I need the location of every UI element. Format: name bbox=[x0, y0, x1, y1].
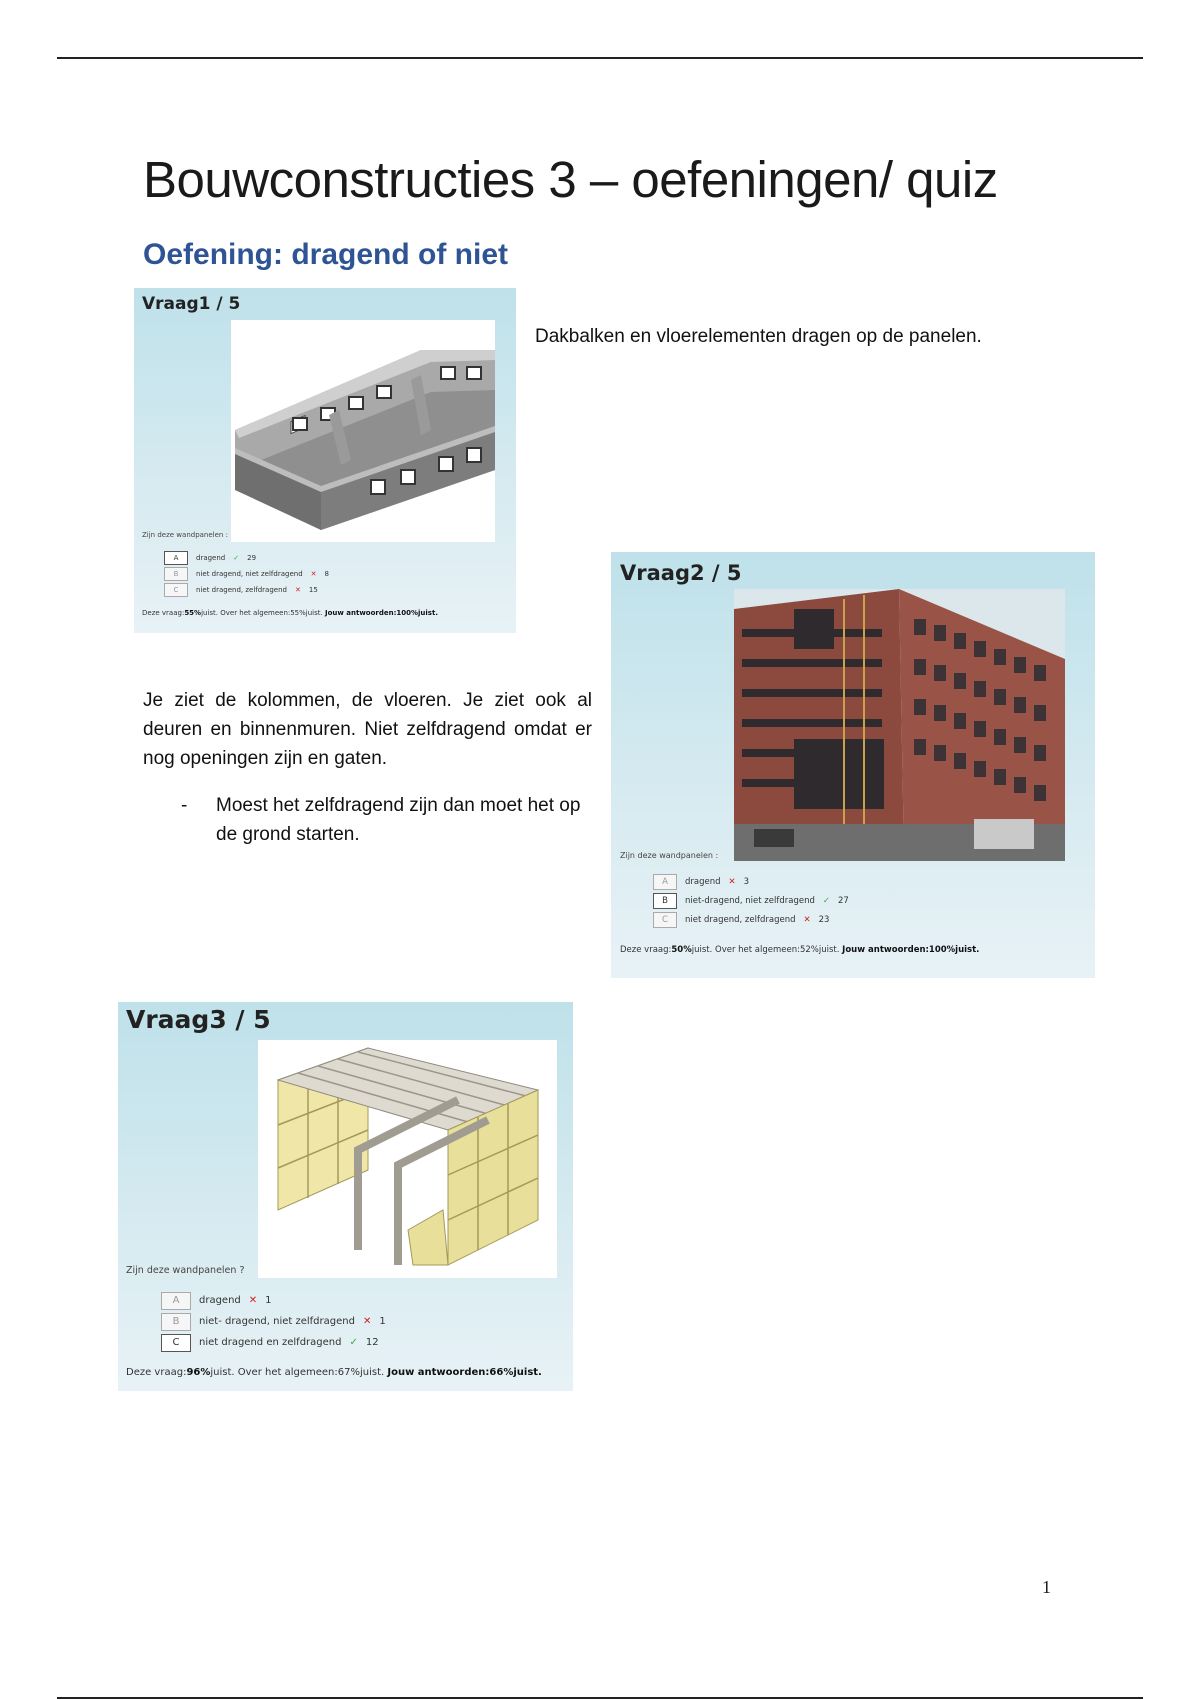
q1-image bbox=[231, 320, 495, 542]
q3-image bbox=[258, 1040, 557, 1278]
cross-icon: ✕ bbox=[803, 914, 811, 925]
option-label: niet dragend en zelfdragend bbox=[199, 1337, 342, 1348]
score-general: juist. Over het algemeen:52%juist. bbox=[691, 945, 840, 955]
option-count: 15 bbox=[308, 586, 318, 594]
q1-explanation: Dakbalken en vloerelementen dragen op de panelen. bbox=[535, 326, 982, 347]
score-percent: 96% bbox=[186, 1367, 211, 1378]
q1-title: Vraag1 / 5 bbox=[142, 294, 241, 314]
check-icon: ✓ bbox=[822, 895, 830, 906]
option-count: 1 bbox=[265, 1295, 272, 1306]
q3-options bbox=[143, 1290, 386, 1353]
score-general: juist. Over het algemeen:55%juist. bbox=[201, 609, 323, 617]
option-label: niet dragend, zelfdragend bbox=[685, 914, 796, 925]
score-prefix: Deze vraag: bbox=[142, 609, 185, 617]
q1-option-b[interactable] bbox=[164, 566, 329, 582]
option-label: dragend bbox=[199, 1295, 241, 1306]
option-letter-box[interactable]: A bbox=[161, 1292, 191, 1310]
score-own: Jouw antwoorden:66%juist. bbox=[387, 1367, 542, 1378]
option-label: niet dragend, zelfdragend bbox=[196, 586, 287, 594]
cross-icon: ✕ bbox=[728, 876, 736, 887]
option-letter-box[interactable]: B bbox=[164, 567, 188, 581]
shed-frame-illustration bbox=[258, 1040, 557, 1278]
q3-option-c[interactable] bbox=[161, 1332, 386, 1353]
q3-option-a[interactable] bbox=[161, 1290, 386, 1311]
q2-score bbox=[620, 945, 979, 955]
option-letter-box[interactable]: A bbox=[653, 874, 677, 890]
q2-option-a[interactable] bbox=[653, 872, 849, 891]
quiz-card-q1 bbox=[134, 288, 516, 633]
q2-explanation: Je ziet de kolommen, de vloeren. Je ziet ook al deuren en binnenmuren. Niet zelfdragend omdat er nog openingen zijn en gaten. bbox=[143, 690, 592, 769]
q3-score bbox=[126, 1367, 542, 1378]
option-label: niet- dragend, niet zelfdragend bbox=[199, 1316, 355, 1327]
q1-options bbox=[146, 550, 329, 598]
option-label: dragend bbox=[196, 554, 226, 562]
building-photo-illustration bbox=[734, 589, 1065, 861]
bullet-dash: - bbox=[181, 795, 188, 816]
option-label: dragend bbox=[685, 876, 721, 887]
q1-option-a[interactable] bbox=[164, 550, 329, 566]
option-letter-box[interactable]: B bbox=[161, 1313, 191, 1331]
page-title: Bouwconstructies 3 – oefeningen/ quiz bbox=[143, 151, 998, 208]
option-letter-box[interactable]: C bbox=[161, 1334, 191, 1352]
q2-title: Vraag2 / 5 bbox=[620, 561, 742, 585]
score-prefix: Deze vraag: bbox=[126, 1367, 187, 1378]
q1-option-c[interactable] bbox=[164, 582, 329, 598]
bottom-rule bbox=[57, 1697, 1143, 1699]
q1-score bbox=[142, 609, 438, 617]
option-count: 27 bbox=[837, 895, 849, 906]
q2-option-c[interactable] bbox=[653, 910, 849, 929]
q3-prompt: Zijn deze wandpanelen ? bbox=[126, 1265, 245, 1276]
q2-photo bbox=[734, 589, 1065, 861]
option-count: 23 bbox=[818, 914, 830, 925]
score-own: Jouw antwoorden:100%juist. bbox=[324, 609, 438, 617]
score-percent: 50% bbox=[671, 945, 692, 955]
option-label: niet dragend, niet zelfdragend bbox=[196, 570, 303, 578]
q2-prompt: Zijn deze wandpanelen : bbox=[620, 851, 719, 860]
option-letter-box[interactable]: C bbox=[653, 912, 677, 928]
check-icon: ✓ bbox=[233, 554, 240, 562]
option-count: 8 bbox=[324, 570, 329, 578]
option-count: 1 bbox=[379, 1316, 386, 1327]
q1-prompt: Zijn deze wandpanelen : bbox=[142, 531, 228, 539]
quiz-card-q2 bbox=[611, 552, 1095, 978]
page-number: 1 bbox=[1042, 1577, 1051, 1597]
q2-bullet: Moest het zelfdragend zijn dan moet het op de grond starten. bbox=[216, 795, 581, 845]
top-rule bbox=[57, 57, 1143, 59]
option-count: 29 bbox=[247, 554, 257, 562]
check-icon: ✓ bbox=[349, 1337, 358, 1348]
option-count: 12 bbox=[365, 1337, 379, 1348]
cross-icon: ✕ bbox=[310, 570, 317, 578]
score-own: Jouw antwoorden:100%juist. bbox=[842, 945, 980, 955]
option-label: niet-dragend, niet zelfdragend bbox=[685, 895, 815, 906]
section-subtitle: Oefening: dragend of niet bbox=[143, 238, 508, 271]
score-percent: 55% bbox=[184, 609, 202, 617]
quiz-card-q3 bbox=[118, 1002, 573, 1391]
building-slab-illustration bbox=[231, 320, 495, 542]
q3-title: Vraag3 / 5 bbox=[126, 1005, 271, 1034]
q2-option-b[interactable] bbox=[653, 891, 849, 910]
q2-options bbox=[635, 872, 849, 929]
option-count: 3 bbox=[743, 876, 750, 887]
q3-option-b[interactable] bbox=[161, 1311, 386, 1332]
score-prefix: Deze vraag: bbox=[620, 945, 672, 955]
score-general: juist. Over het algemeen:67%juist. bbox=[210, 1367, 385, 1378]
cross-icon: ✕ bbox=[248, 1295, 258, 1306]
option-letter-box[interactable]: A bbox=[164, 551, 188, 565]
option-letter-box[interactable]: B bbox=[653, 893, 677, 909]
option-letter-box[interactable]: C bbox=[164, 583, 188, 597]
cross-icon: ✕ bbox=[362, 1316, 372, 1327]
cross-icon: ✕ bbox=[294, 586, 301, 594]
